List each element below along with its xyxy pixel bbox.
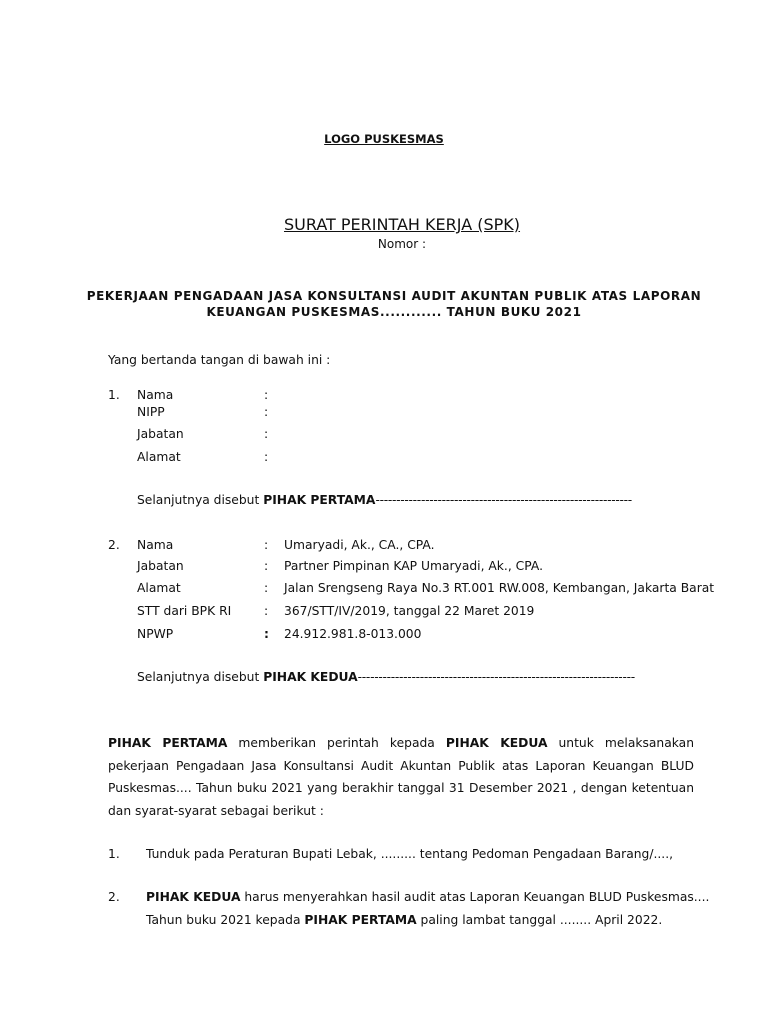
party2-value-npwp: 24.912.981.8-013.000 — [284, 627, 422, 641]
party2-name: PIHAK KEDUA — [263, 670, 358, 684]
party1-label-nama: Nama — [137, 388, 174, 402]
party1-label-nipp: NIPP — [137, 405, 165, 419]
logo-placeholder: LOGO PUSKESMAS — [324, 132, 444, 146]
item2-line1 — [146, 890, 709, 904]
item1-text: Tunduk pada Peraturan Bupati Lebak, ......... tentang Pedoman Pengadaan Barang/...., — [146, 847, 674, 861]
designation-prefix: Selanjutnya disebut — [137, 670, 264, 684]
party2-colon-alamat: : — [264, 581, 269, 595]
party2-label-jabatan: Jabatan — [137, 559, 184, 573]
party2-value-stt: 367/STT/IV/2019, tanggal 22 Maret 2019 — [284, 604, 535, 618]
party2-value-nama: Umaryadi, Ak., CA., CPA. — [284, 538, 435, 552]
party2-colon-npwp: : — [264, 627, 269, 641]
item1-number: 1. — [108, 847, 120, 861]
item2-text-c: paling lambat tanggal ........ April 2022. — [416, 913, 663, 927]
party-b-ref: PIHAK KEDUA — [445, 736, 548, 750]
item2-line2 — [146, 913, 662, 927]
party2-label-alamat: Alamat — [137, 581, 181, 595]
party1-number: 1. — [108, 388, 120, 402]
item2-party-b: PIHAK KEDUA — [146, 890, 241, 904]
party2-label-nama: Nama — [137, 538, 174, 552]
party1-colon-nipp: : — [264, 405, 269, 419]
party2-designation — [137, 670, 635, 684]
party1-label-jabatan: Jabatan — [137, 427, 184, 441]
party2-value-jabatan: Partner Pimpinan KAP Umaryadi, Ak., CPA. — [284, 559, 543, 573]
party-a-ref: PIHAK PERTAMA — [108, 736, 228, 750]
party1-colon-alamat: : — [264, 450, 269, 464]
party1-colon-nama: : — [264, 388, 269, 402]
job-title-line2: KEUANGAN PUSKESMAS............ TAHUN BUKU 2021 — [206, 305, 582, 319]
item2-party-a: PIHAK PERTAMA — [304, 913, 417, 927]
item2-text-a: harus menyerahkan hasil audit atas Laporan Keuangan BLUD Puskesmas.... — [240, 890, 710, 904]
party2-label-stt: STT dari BPK RI — [137, 604, 232, 618]
item2-number: 2. — [108, 890, 120, 904]
party1-designation — [137, 493, 632, 507]
party2-value-alamat: Jalan Srengseng Raya No.3 RT.001 RW.008, Kembangan, Jakarta Barat — [284, 581, 715, 595]
dash-line: -------------------------------------------------------------- — [375, 493, 632, 507]
intro-text: Yang bertanda tangan di bawah ini : — [108, 353, 331, 367]
paragraph-text-1: memberikan perintah kepada — [227, 736, 446, 750]
party1-name: PIHAK PERTAMA — [263, 493, 376, 507]
party1-colon-jabatan: : — [264, 427, 269, 441]
job-title-line1: PEKERJAAN PENGADAAN JASA KONSULTANSI AUDIT AKUNTAN PUBLIK ATAS LAPORAN — [86, 289, 702, 303]
party2-colon-stt: : — [264, 604, 269, 618]
party2-number: 2. — [108, 538, 120, 552]
party2-colon-jabatan: : — [264, 559, 269, 573]
item2-text-b: Tahun buku 2021 kepada — [146, 913, 305, 927]
dash-line: ------------------------------------------------------------------- — [357, 670, 635, 684]
party2-colon-nama: : — [264, 538, 269, 552]
main-paragraph — [108, 732, 694, 822]
party2-label-npwp: NPWP — [137, 627, 174, 641]
document-number: Nomor : — [377, 237, 427, 251]
document-title: SURAT PERINTAH KERJA (SPK) — [283, 215, 521, 234]
paragraph-text-2: untuk melaksanakan pekerjaan Pengadaan Jasa Konsultansi Audit Akuntan Publik atas Laporan Keuangan BLUD Puskesmas.... Tahun buku 2021 yang berakhir tanggal 31 Desember 2021 , dengan ketentuan dan syarat-syarat sebagai berikut : — [108, 736, 694, 818]
designation-prefix: Selanjutnya disebut — [137, 493, 264, 507]
party1-label-alamat: Alamat — [137, 450, 181, 464]
